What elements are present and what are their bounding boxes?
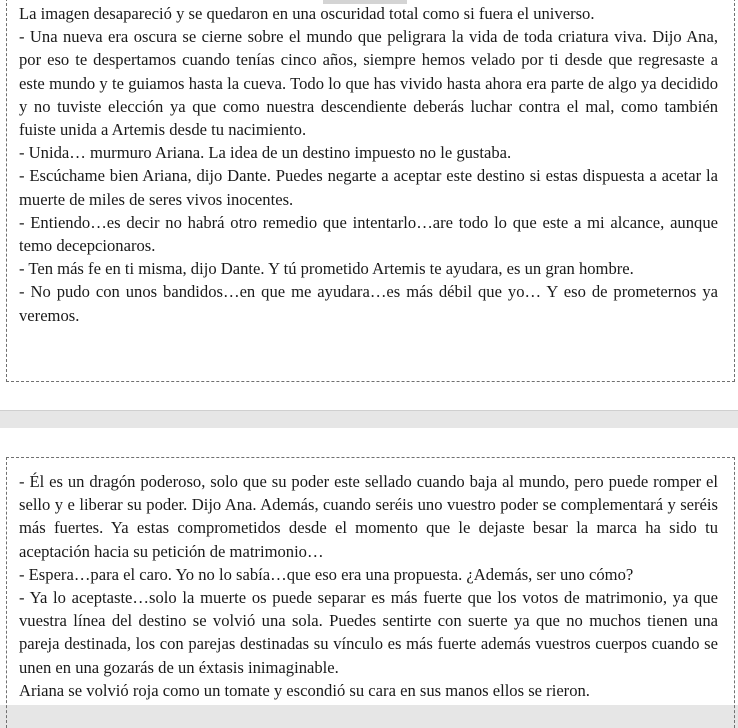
paragraph: Ariana se volvió roja como un tomate y escondió su cara en sus manos ellos se rieron. <box>19 680 590 700</box>
paragraph: - Unida… murmuro Ariana. La idea de un destino impuesto no le gustaba. <box>19 143 512 163</box>
paragraph: - Ya lo aceptaste…solo la muerte os puede separar es más fuerte que los votos de matrimonio, ya que vuestra línea del destino se volvió una sola. Puedes sentirte con suerte ya que no muchos tienen una pareja destinada, los con parejas destinadas su vínculo es más fuerte además vuestros cuerpos cuando se unen en una gozarás de un éxtasis inimaginable. <box>19 588 718 677</box>
page-2-text[interactable] <box>19 470 718 702</box>
paragraph: - No pudo con unos bandidos…en que me ayudara…es más débil que yo… Y eso de prometernos ya veremos. <box>19 282 718 325</box>
paragraph: - Escúchame bien Ariana, dijo Dante. Puedes negarte a aceptar este destino si estas dispuesta a acetar la muerte de miles de seres vivos inocentes. <box>19 166 718 209</box>
paragraph: La imagen desapareció y se quedaron en una oscuridad total como si fuera el universo. <box>19 4 595 23</box>
paragraph: - Espera…para el caro. Yo no lo sabía…que eso era una propuesta. ¿Además, ser uno cómo? <box>19 564 634 584</box>
page-separator <box>0 410 738 429</box>
paragraph: - Ten más fe en ti misma, dijo Dante. Y tú prometido Artemis te ayudara, es un gran hombre. <box>19 259 634 279</box>
paragraph: - Una nueva era oscura se cierne sobre el mundo que peligrara la vida de toda criatura viva. Dijo Ana, por eso te despertamos cuando tenías cinco años, siempre hemos velado por ti desde que regresaste a este mundo y te guiamos hasta la cueva. Todo lo que has vivido hasta ahora era parte de algo ya decidido y no tuviste elección ya que como nuestra descendiente deberás luchar contra el mal, como también fuiste unida a Artemis desde tu nacimiento. <box>19 27 718 140</box>
paragraph: - Él es un dragón poderoso, solo que su poder este sellado cuando baja al mundo, pero puede romper el sello y e liberar su poder. Dijo Ana. Además, cuando seréis uno vuestro poder se complementará y seréis más fuertes. Ya estas comprometidos desde el momento que le dejaste besar la marca ha sido tu aceptación hacia su petición de matrimonio… <box>19 472 718 561</box>
paragraph: - Entiendo…es decir no habrá otro remedio que intentarlo…are todo lo que este a mi alcance, aunque temo decepcionaros. <box>19 212 718 256</box>
page-1-text[interactable] <box>19 2 718 327</box>
